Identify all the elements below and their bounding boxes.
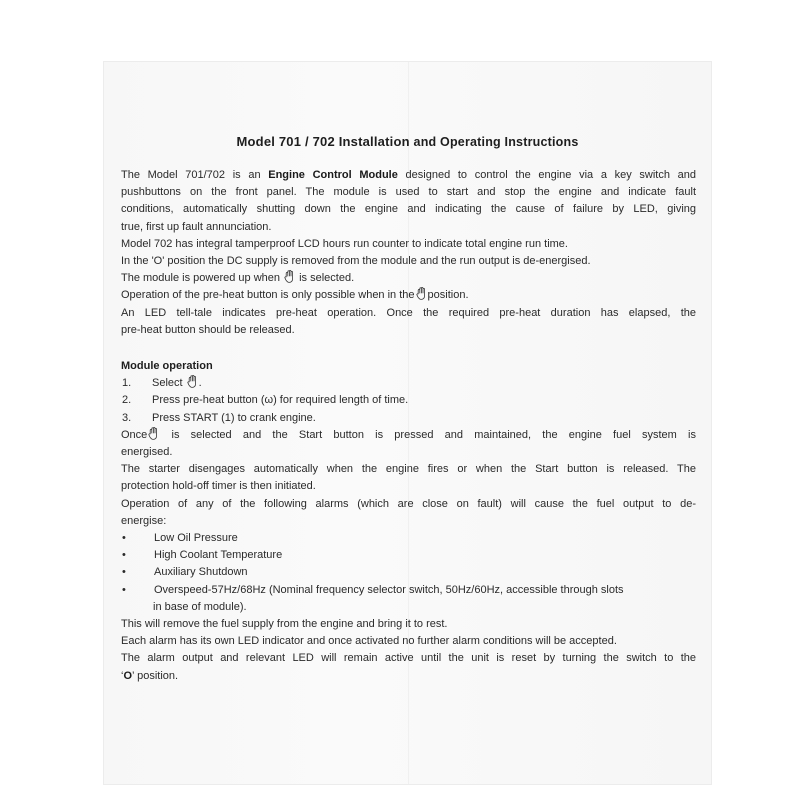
intro-line-4: true, first up fault annunciation. — [121, 220, 272, 233]
paragraph-remove-fuel: This will remove the fuel supply from the engine and bring it to rest. — [121, 618, 448, 631]
step-text: Press pre-heat button (ω) for required length of time. — [152, 394, 409, 407]
step-number: 2. — [122, 394, 132, 407]
paragraph-reset-line-2 — [121, 668, 696, 685]
intro-line-1 — [121, 167, 696, 184]
intro-text: The Model 701/702 is an — [121, 169, 269, 181]
step-number: 3. — [122, 411, 132, 424]
alarm-list-item — [121, 582, 696, 599]
bullet: • — [122, 549, 126, 562]
paragraph-energised: energised. — [121, 446, 173, 459]
page-title — [104, 134, 711, 149]
paragraph-text: ‘ — [121, 669, 124, 682]
paragraph-starter-line-1: The starter disengages automatically when the engine fires or when the Start button is released. The — [121, 463, 696, 476]
intro-text: Operation of the pre-heat button is only possible when in the — [121, 289, 415, 302]
intro-line-6: In the 'O' position the DC supply is removed from the module and the run output is de-energised. — [121, 255, 591, 268]
alarm-label: Auxiliary Shutdown — [154, 566, 248, 579]
intro-text: The module is powered up when — [121, 272, 280, 285]
paragraph-once-selected — [121, 427, 696, 444]
document-body — [121, 167, 696, 685]
alarm-label: Low Oil Pressure — [154, 532, 238, 545]
intro-line-8 — [121, 287, 696, 304]
step-text: Press START (1) to crank engine. — [152, 411, 316, 424]
step-item — [121, 375, 696, 392]
instruction-sheet — [104, 62, 711, 784]
hand-icon — [284, 270, 295, 283]
hand-icon — [187, 375, 198, 388]
paragraph-text: Once — [121, 428, 148, 441]
alarm-list-item — [121, 564, 696, 581]
step-number: 1. — [122, 377, 132, 390]
step-item — [121, 392, 696, 409]
step-item — [121, 410, 696, 427]
alarm-list-item-continuation: in base of module). — [153, 600, 247, 613]
section-heading-module-operation: Module operation — [121, 360, 213, 373]
step-text: Select — [152, 377, 183, 390]
intro-text: position. — [427, 289, 469, 302]
engine-control-module-term: Engine Control Module — [268, 169, 398, 181]
bullet: • — [122, 532, 126, 545]
intro-text: is selected. — [296, 272, 355, 285]
hand-icon — [148, 427, 159, 440]
intro-line-7 — [121, 270, 696, 287]
title-main: Model 701 / 702 Installation — [236, 134, 414, 149]
paragraph-alarms-line-2: energise: — [121, 514, 167, 527]
intro-line-2: pushbuttons on the front panel. The module is used to start and stop the engine and indicate fault — [121, 186, 696, 199]
paragraph-text: is selected and the Start button is pressed and maintained, the engine fuel system is — [171, 428, 696, 441]
alarm-list-item — [121, 530, 696, 547]
paragraph-text: ’ position. — [132, 669, 179, 682]
hand-icon — [416, 287, 427, 300]
title-tail: and Operating Instructions — [413, 135, 579, 149]
intro-text: designed to control the engine via a key switch and — [397, 169, 696, 181]
alarm-label: Overspeed-57Hz/68Hz (Nominal frequency selector switch, 50Hz/60Hz, accessible through slots — [154, 583, 624, 596]
intro-line-3: conditions, automatically shutting down the engine and indicating the cause of failure by LED, giving — [121, 203, 696, 216]
paragraph-alarms-line-1: Operation of any of the following alarms (which are close on fault) will cause the fuel output to de- — [121, 497, 696, 510]
paragraph-led-indicator: Each alarm has its own LED indicator and once activated no further alarm conditions will be accepted. — [121, 635, 617, 648]
alarm-label: High Coolant Temperature — [154, 549, 283, 562]
paragraph-starter-line-2: protection hold-off timer is then initiated. — [121, 480, 316, 493]
bullet: • — [122, 566, 126, 579]
alarm-list-item — [121, 547, 696, 564]
step-text: . — [198, 377, 202, 390]
switch-position-o: O — [123, 669, 133, 682]
paragraph-reset-line-1: The alarm output and relevant LED will remain active until the unit is reset by turning the switch to the — [121, 652, 696, 665]
intro-line-5: Model 702 has integral tamperproof LCD hours run counter to indicate total engine run time. — [121, 237, 568, 250]
intro-line-9: An LED tell-tale indicates pre-heat operation. Once the required pre-heat duration has elapsed, the — [121, 306, 696, 319]
bullet: • — [122, 583, 126, 596]
intro-line-10: pre-heat button should be released. — [121, 323, 295, 336]
